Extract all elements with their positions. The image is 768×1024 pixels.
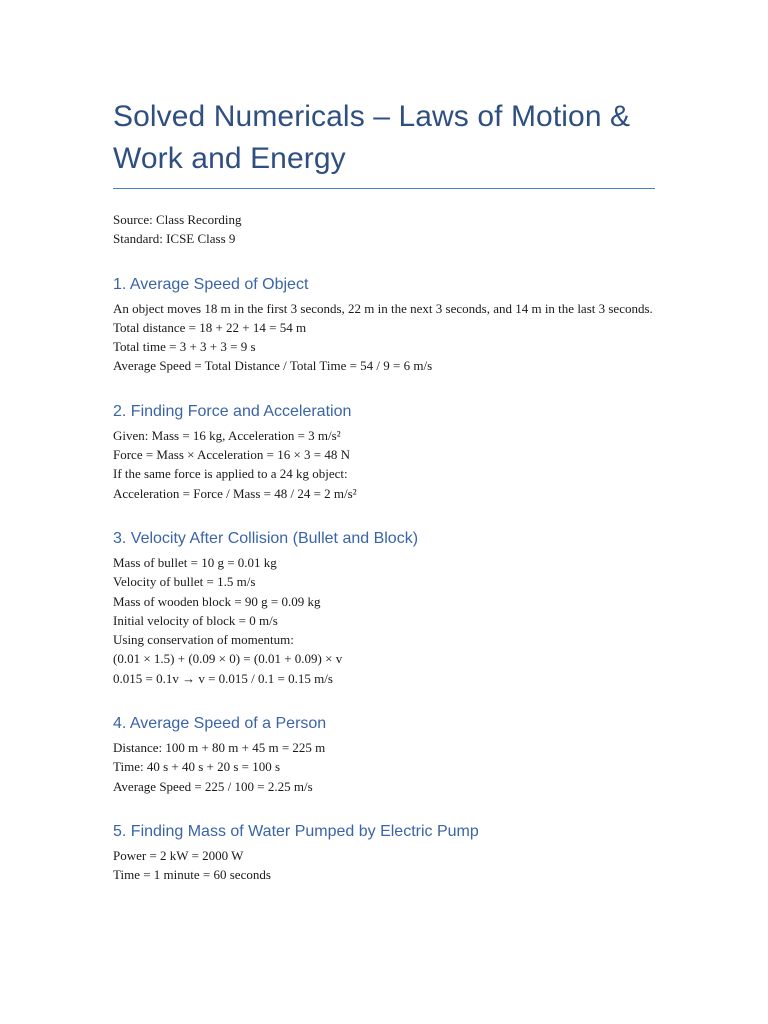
section-3 xyxy=(113,528,655,688)
body-line: Average Speed = 225 / 100 = 2.25 m/s xyxy=(113,778,313,794)
document-page xyxy=(113,96,655,885)
body-line: Using conservation of momentum: xyxy=(113,632,294,648)
body-line: Total time = 3 + 3 + 3 = 9 s xyxy=(113,339,256,355)
body-line: An object moves 18 m in the first 3 seconds, 22 m in the next 3 seconds, and 14 m in the last 3 seconds. xyxy=(113,300,653,316)
document-meta xyxy=(113,210,655,249)
body-line: Acceleration = Force / Mass = 48 / 24 = 2 m/s² xyxy=(113,485,357,501)
meta-source: Source: Class Recording xyxy=(113,212,242,227)
meta-standard: Standard: ICSE Class 9 xyxy=(113,231,236,247)
body-line: Power = 2 kW = 2000 W xyxy=(113,847,244,863)
body-line: (0.01 × 1.5) + (0.09 × 0) = (0.01 + 0.09) × v xyxy=(113,651,343,667)
section-heading: 2. Finding Force and Acceleration xyxy=(113,402,352,420)
section-heading: 5. Finding Mass of Water Pumped by Electric Pump xyxy=(113,822,479,840)
section-2 xyxy=(113,401,655,503)
body-line: Mass of bullet = 10 g = 0.01 kg xyxy=(113,554,277,570)
section-4 xyxy=(113,713,655,796)
body-line: If the same force is applied to a 24 kg object: xyxy=(113,466,348,482)
title-underline xyxy=(113,188,655,189)
body-line: Distance: 100 m + 80 m + 45 m = 225 m xyxy=(113,740,326,756)
section-1 xyxy=(113,274,655,376)
body-line: Force = Mass × Acceleration = 16 × 3 = 48 N xyxy=(113,447,351,463)
body-line: Time = 1 minute = 60 seconds xyxy=(113,867,271,883)
section-heading: 3. Velocity After Collision (Bullet and Block) xyxy=(113,529,419,547)
body-line: Time: 40 s + 40 s + 20 s = 100 s xyxy=(113,759,281,775)
document-title: Solved Numericals – Laws of Motion & Work and Energy xyxy=(113,100,631,175)
body-line: Velocity of bullet = 1.5 m/s xyxy=(113,574,256,590)
body-line: Average Speed = Total Distance / Total Time = 54 / 9 = 6 m/s xyxy=(113,358,433,374)
body-line: Mass of wooden block = 90 g = 0.09 kg xyxy=(113,593,321,609)
section-5 xyxy=(113,821,655,885)
body-line: Initial velocity of block = 0 m/s xyxy=(113,612,278,628)
body-line: Given: Mass = 16 kg, Acceleration = 3 m/s² xyxy=(113,427,341,443)
section-heading: 4. Average Speed of a Person xyxy=(113,715,327,733)
body-line: Total distance = 18 + 22 + 14 = 54 m xyxy=(113,319,307,335)
section-heading: 1. Average Speed of Object xyxy=(113,275,309,293)
body-line: 0.015 = 0.1v → v = 0.015 / 0.1 = 0.15 m/s xyxy=(113,670,333,686)
